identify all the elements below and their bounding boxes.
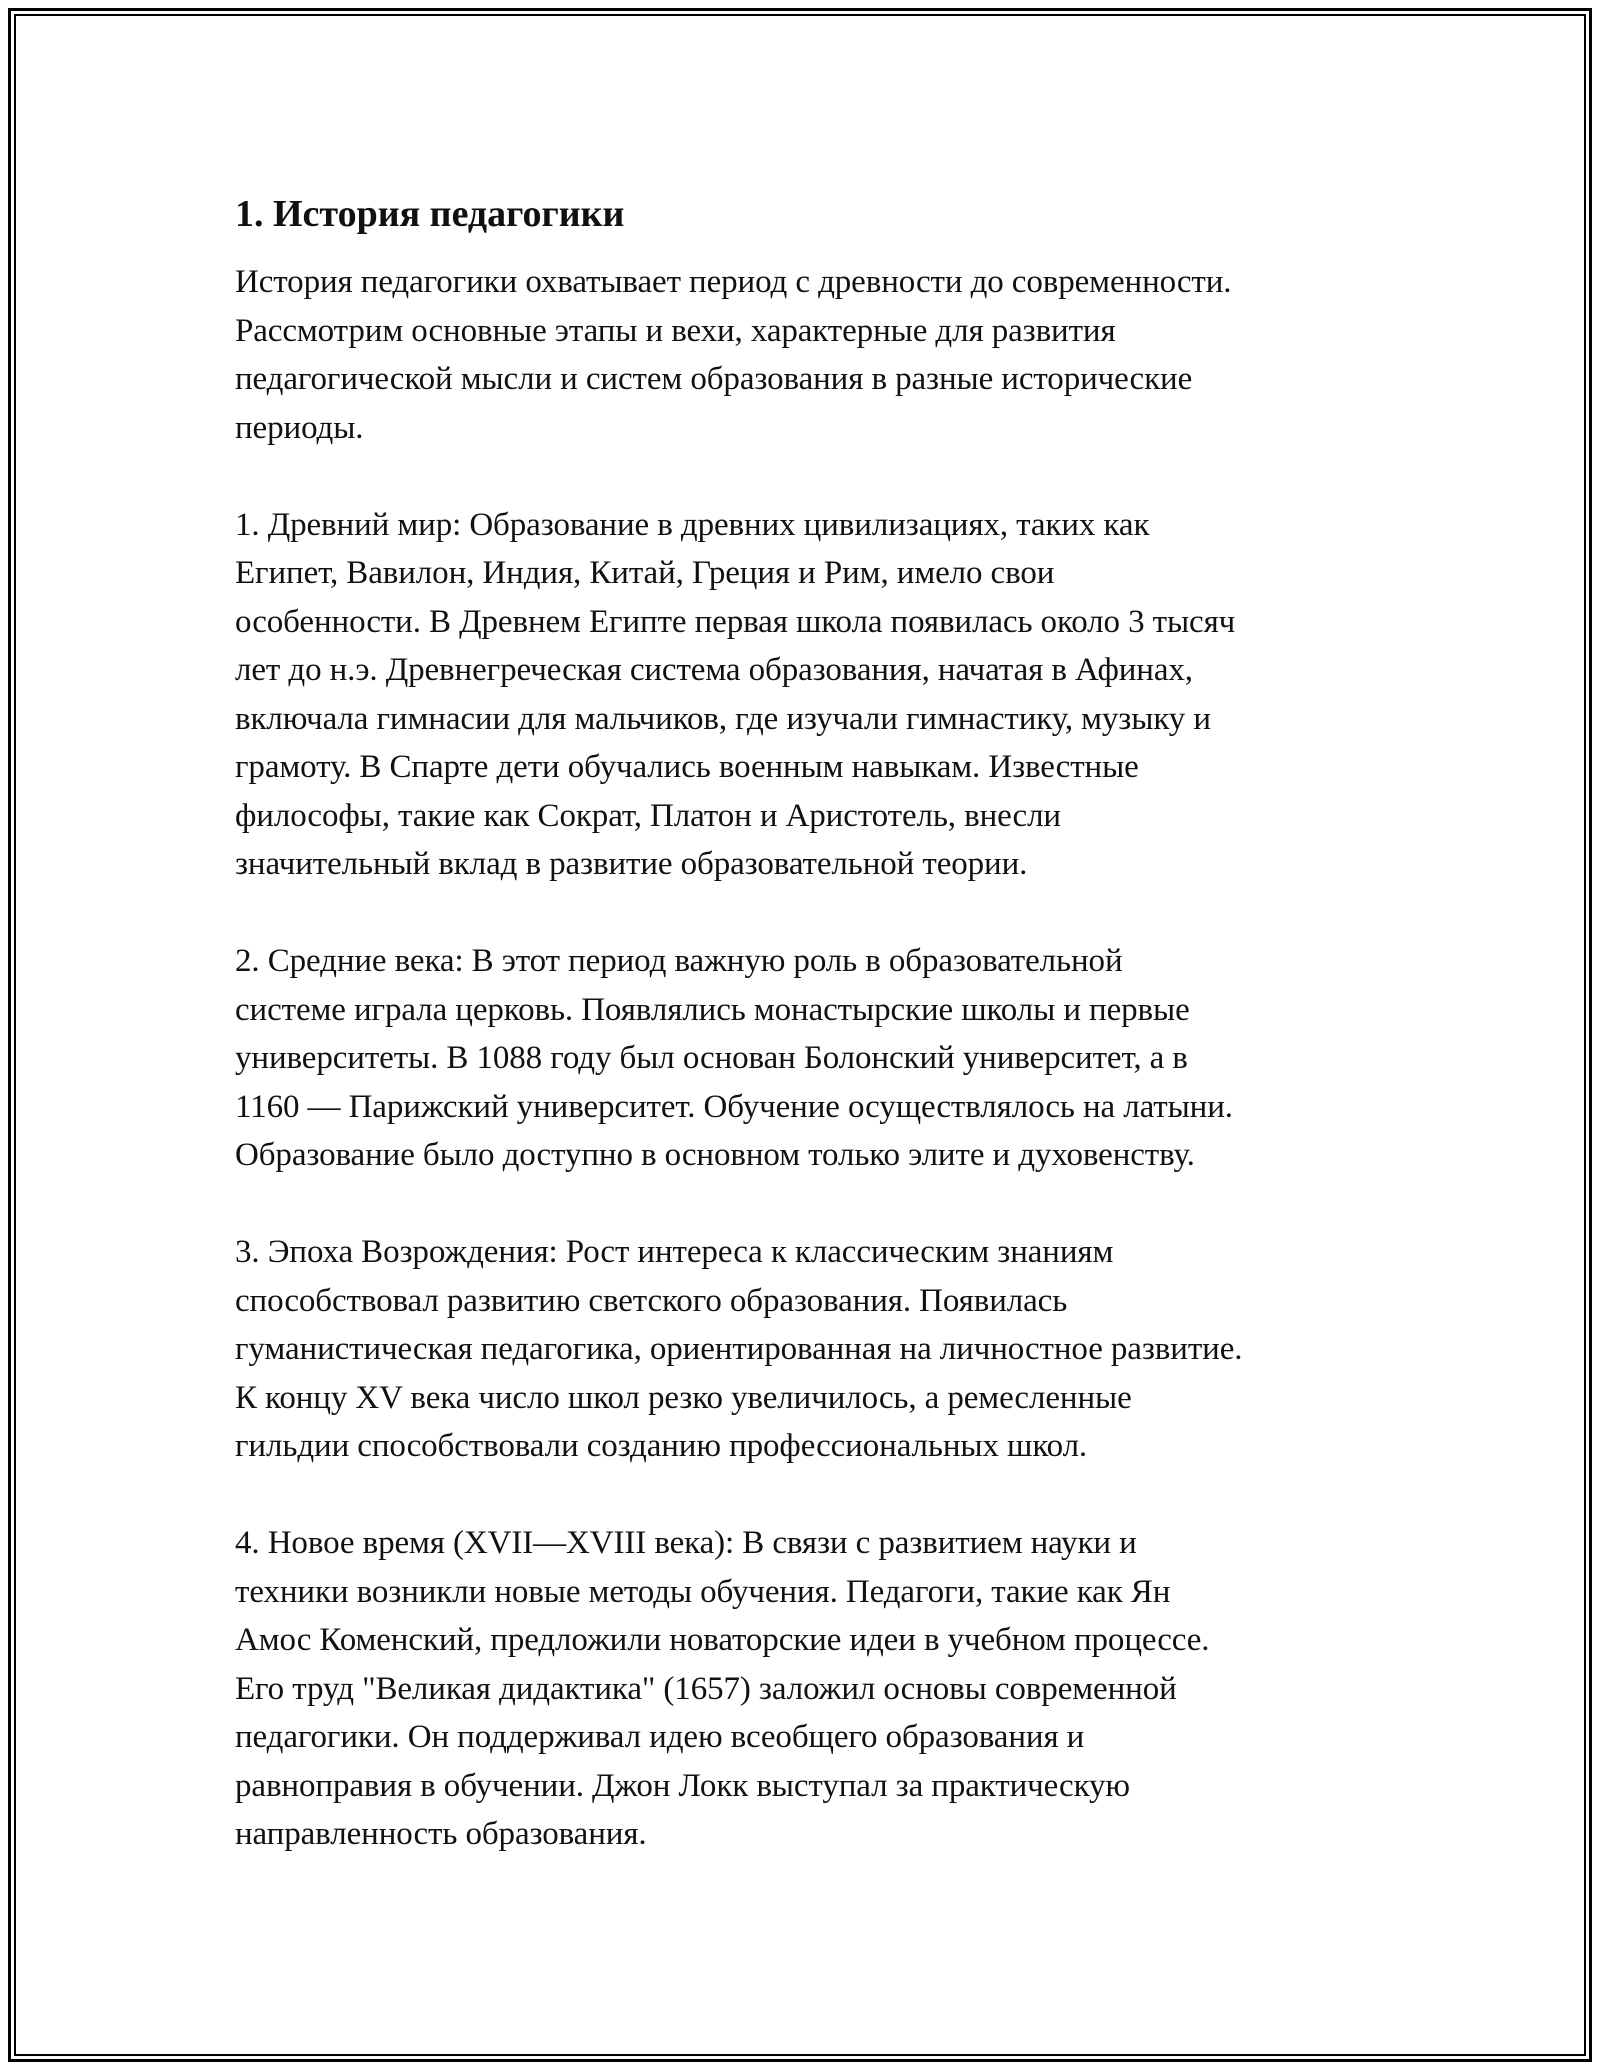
paragraph-ancient-world <box>235 501 1375 889</box>
text-line: философы, такие как Сократ, Платон и Аристотель, внесли <box>235 797 1061 834</box>
text-line: грамоту. В Спарте дети обучались военным навыкам. Известные <box>235 749 1139 785</box>
text-line: К концу XV века число школ резко увеличилось, а ремесленные <box>235 1379 1132 1416</box>
text-line: равноправия в обучении. Джон Локк выступал за практическую <box>235 1767 1130 1804</box>
text-line: История педагогики охватывает период с древности до современности. <box>235 264 1232 300</box>
text-line: направленность образования. <box>235 1816 647 1852</box>
text-line: периоды. <box>235 409 364 446</box>
text-line: 2. Средние века: В этот период важную роль в образовательной <box>235 943 1123 979</box>
text-line: 4. Новое время (XVII—XVIII века): В связи с развитием науки и <box>235 1525 1137 1561</box>
paragraph-middle-ages <box>235 937 1375 1180</box>
text-line: включала гимнасии для мальчиков, где изучали гимнастику, музыку и <box>235 700 1211 737</box>
text-line: Образование было доступно в основном только элите и духовенству. <box>235 1137 1195 1173</box>
text-line: университеты. В 1088 году был основан Болонский университет, а в <box>235 1040 1188 1076</box>
paragraph-intro <box>235 258 1375 452</box>
text-line: гуманистическая педагогика, ориентированная на личностное развитие. <box>235 1331 1243 1367</box>
text-line: лет до н.э. Древнегреческая система образования, начатая в Афинах, <box>235 652 1193 688</box>
text-line: Его труд "Великая дидактика" (1657) заложил основы современной <box>235 1670 1177 1707</box>
section-heading: 1. История педагогики <box>235 193 625 235</box>
text-line: значительный вклад в развитие образовательной теории. <box>235 846 1028 882</box>
text-line: Египет, Вавилон, Индия, Китай, Греция и Рим, имело свои <box>235 555 1055 591</box>
paragraph-modern-era <box>235 1519 1375 1859</box>
text-line: педагогической мысли и систем образования в разные исторические <box>235 361 1193 397</box>
text-line: техники возникли новые методы обучения. Педагоги, такие как Ян <box>235 1573 1171 1610</box>
text-line: педагогики. Он поддерживал идею всеобщего образования и <box>235 1719 1085 1755</box>
text-line: 3. Эпоха Возрождения: Рост интереса к классическим знаниям <box>235 1234 1114 1270</box>
document-body <box>235 188 1375 1907</box>
paragraph-renaissance <box>235 1228 1375 1471</box>
text-line: способствовал развитию светского образования. Появилась <box>235 1282 1068 1319</box>
text-line: системе играла церковь. Появлялись монастырские школы и первые <box>235 991 1190 1028</box>
text-line: 1160 — Парижский университет. Обучение осуществлялось на латыни. <box>235 1088 1233 1125</box>
text-line: 1. Древний мир: Образование в древних цивилизациях, таких как <box>235 506 1150 543</box>
text-line: гильдии способствовали созданию профессиональных школ. <box>235 1428 1088 1464</box>
text-line: особенности. В Древнем Египте первая школа появилась около 3 тысяч <box>235 603 1236 640</box>
text-line: Рассмотрим основные этапы и вехи, характерные для развития <box>235 312 1116 349</box>
text-line: Амос Коменский, предложили новаторские идеи в учебном процессе. <box>235 1622 1210 1658</box>
